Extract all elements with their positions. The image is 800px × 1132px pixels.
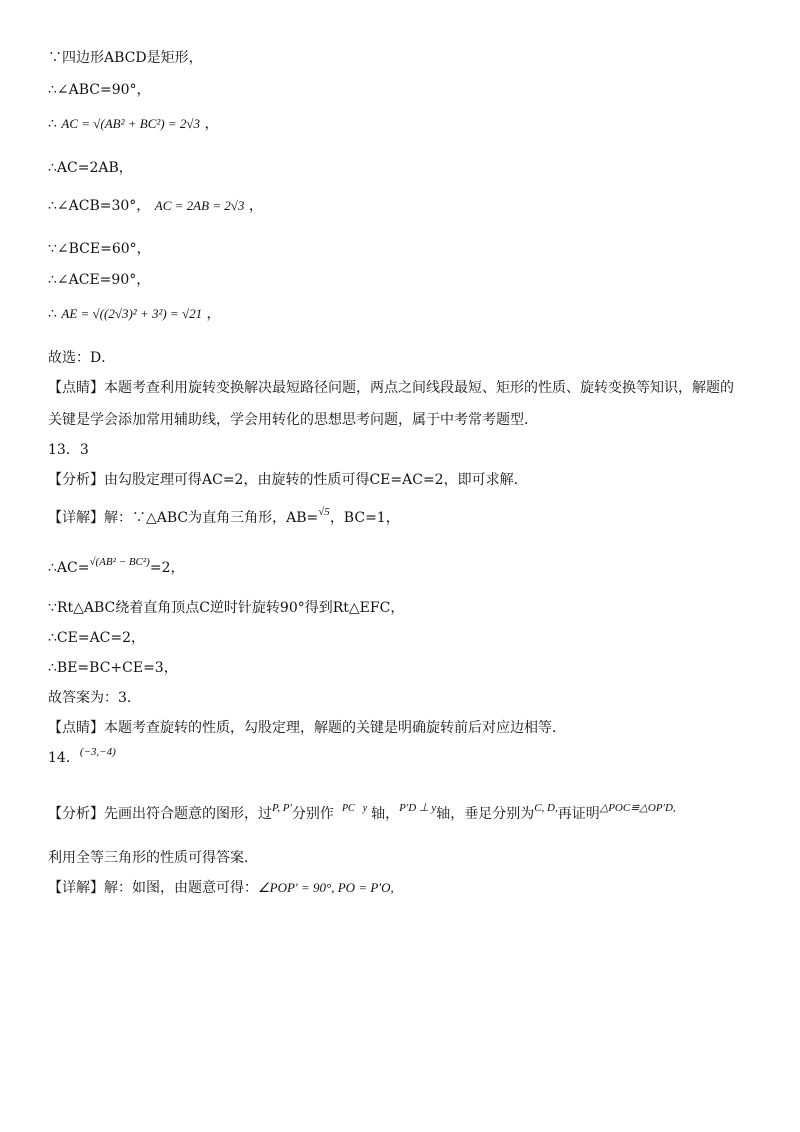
punct: ， <box>204 116 219 132</box>
detail-13-end: ，BC=1， <box>329 510 400 526</box>
line-be-sum: ∴BE=BC+CE=3， <box>48 660 178 676</box>
points-p: P, P′ <box>272 802 292 814</box>
analysis-14-a: 【分析】先画出符合题意的图形，过 <box>48 806 272 822</box>
ac-2ab-formula: AC = 2AB = 2√3 <box>154 198 245 213</box>
line-rotation: ∵Rt△ABC绕着直角顶点C逆时针旋转90°得到Rt△EFC， <box>48 600 405 616</box>
analysis-14-e: 再证明 <box>557 806 600 822</box>
line-comment-12b: 关键是学会添加常用辅助线，学会用转化的思想思考问题，属于中考常考题型． <box>48 412 538 428</box>
analysis-14-b: 分别作 <box>291 806 334 822</box>
y-label: y <box>362 803 368 814</box>
line-rectangle-given: ∵四边形ABCD是矩形， <box>48 50 203 66</box>
line-detail-13 <box>48 508 400 529</box>
line-detail-14 <box>48 878 394 898</box>
pc-label: PC <box>341 803 355 814</box>
line-angle-bce: ∵∠BCE=60°， <box>48 241 151 257</box>
ac-equals: ∴AC= <box>48 560 90 576</box>
angle-acb-text: ∴∠ACB=30°， <box>48 198 151 214</box>
analysis-14-d: 轴，垂足分别为 <box>436 806 535 822</box>
line-ae-formula <box>48 304 221 324</box>
line-conclusion-14: 利用全等三角形的性质可得答案． <box>48 850 258 866</box>
detail-13-start: 【详解】解：∵△ABC为直角三角形，AB= <box>48 510 319 526</box>
detail-14-start: 【详解】解：如图，由题意可得： <box>48 880 258 896</box>
therefore-symbol: ∴ <box>48 306 57 322</box>
angle-pop-formula: ∠POP′ = 90°, PO = P′O, <box>258 880 394 895</box>
line-question-14 <box>48 748 116 769</box>
line-analysis-14 <box>48 804 676 826</box>
line-question-13: 13．3 <box>48 442 89 458</box>
ac-sqrt-formula: AC = √(AB² + BC²) = 2√3 <box>61 116 201 131</box>
ae-sqrt-formula: AE = √((2√3)² + 3²) = √21 <box>61 306 203 321</box>
point-answer: (−3,−4) <box>79 746 116 758</box>
punct: ， <box>248 198 263 214</box>
line-analysis-13: 【分析】由勾股定理可得AC=2，由旋转的性质可得CE=AC=2，即可求解． <box>48 472 528 488</box>
line-answer-3: 故答案为：3． <box>48 690 141 706</box>
punct: ， <box>206 306 221 322</box>
ac-sqrt-diff: √(AB² − BC²) <box>89 556 150 568</box>
analysis-14-c: 轴， <box>371 806 400 822</box>
question-14-number: 14． <box>48 750 80 766</box>
line-angle-abc: ∴∠ABC=90°， <box>48 82 151 98</box>
line-comment-12a: 【点睛】本题考查利用旋转变换解决最短路径问题，两点之间线段最短、矩形的性质、旋转变换等知识，解题的 <box>48 380 734 396</box>
pd-perp-y: P′D ⊥ y <box>399 802 437 814</box>
ac-result: =2， <box>149 560 185 576</box>
line-ac-value <box>48 558 185 579</box>
therefore-symbol: ∴ <box>48 116 57 132</box>
line-ac-formula <box>48 114 218 134</box>
line-ce-ac: ∴CE=AC=2， <box>48 630 146 646</box>
line-ac-2ab: ∴AC=2AB， <box>48 160 133 176</box>
line-answer-d: 故选：D． <box>48 350 116 366</box>
sqrt5: √5 <box>318 506 330 518</box>
line-angle-ace: ∴∠ACE=90°， <box>48 272 151 288</box>
congruent-triangles: △POC≌△OP′D, <box>599 802 676 814</box>
points-cd: C, D, <box>534 802 558 814</box>
line-comment-13: 【点睛】本题考查旋转的性质，勾股定理，解题的关键是明确旋转前后对应边相等． <box>48 720 566 736</box>
line-angle-acb <box>48 196 263 216</box>
